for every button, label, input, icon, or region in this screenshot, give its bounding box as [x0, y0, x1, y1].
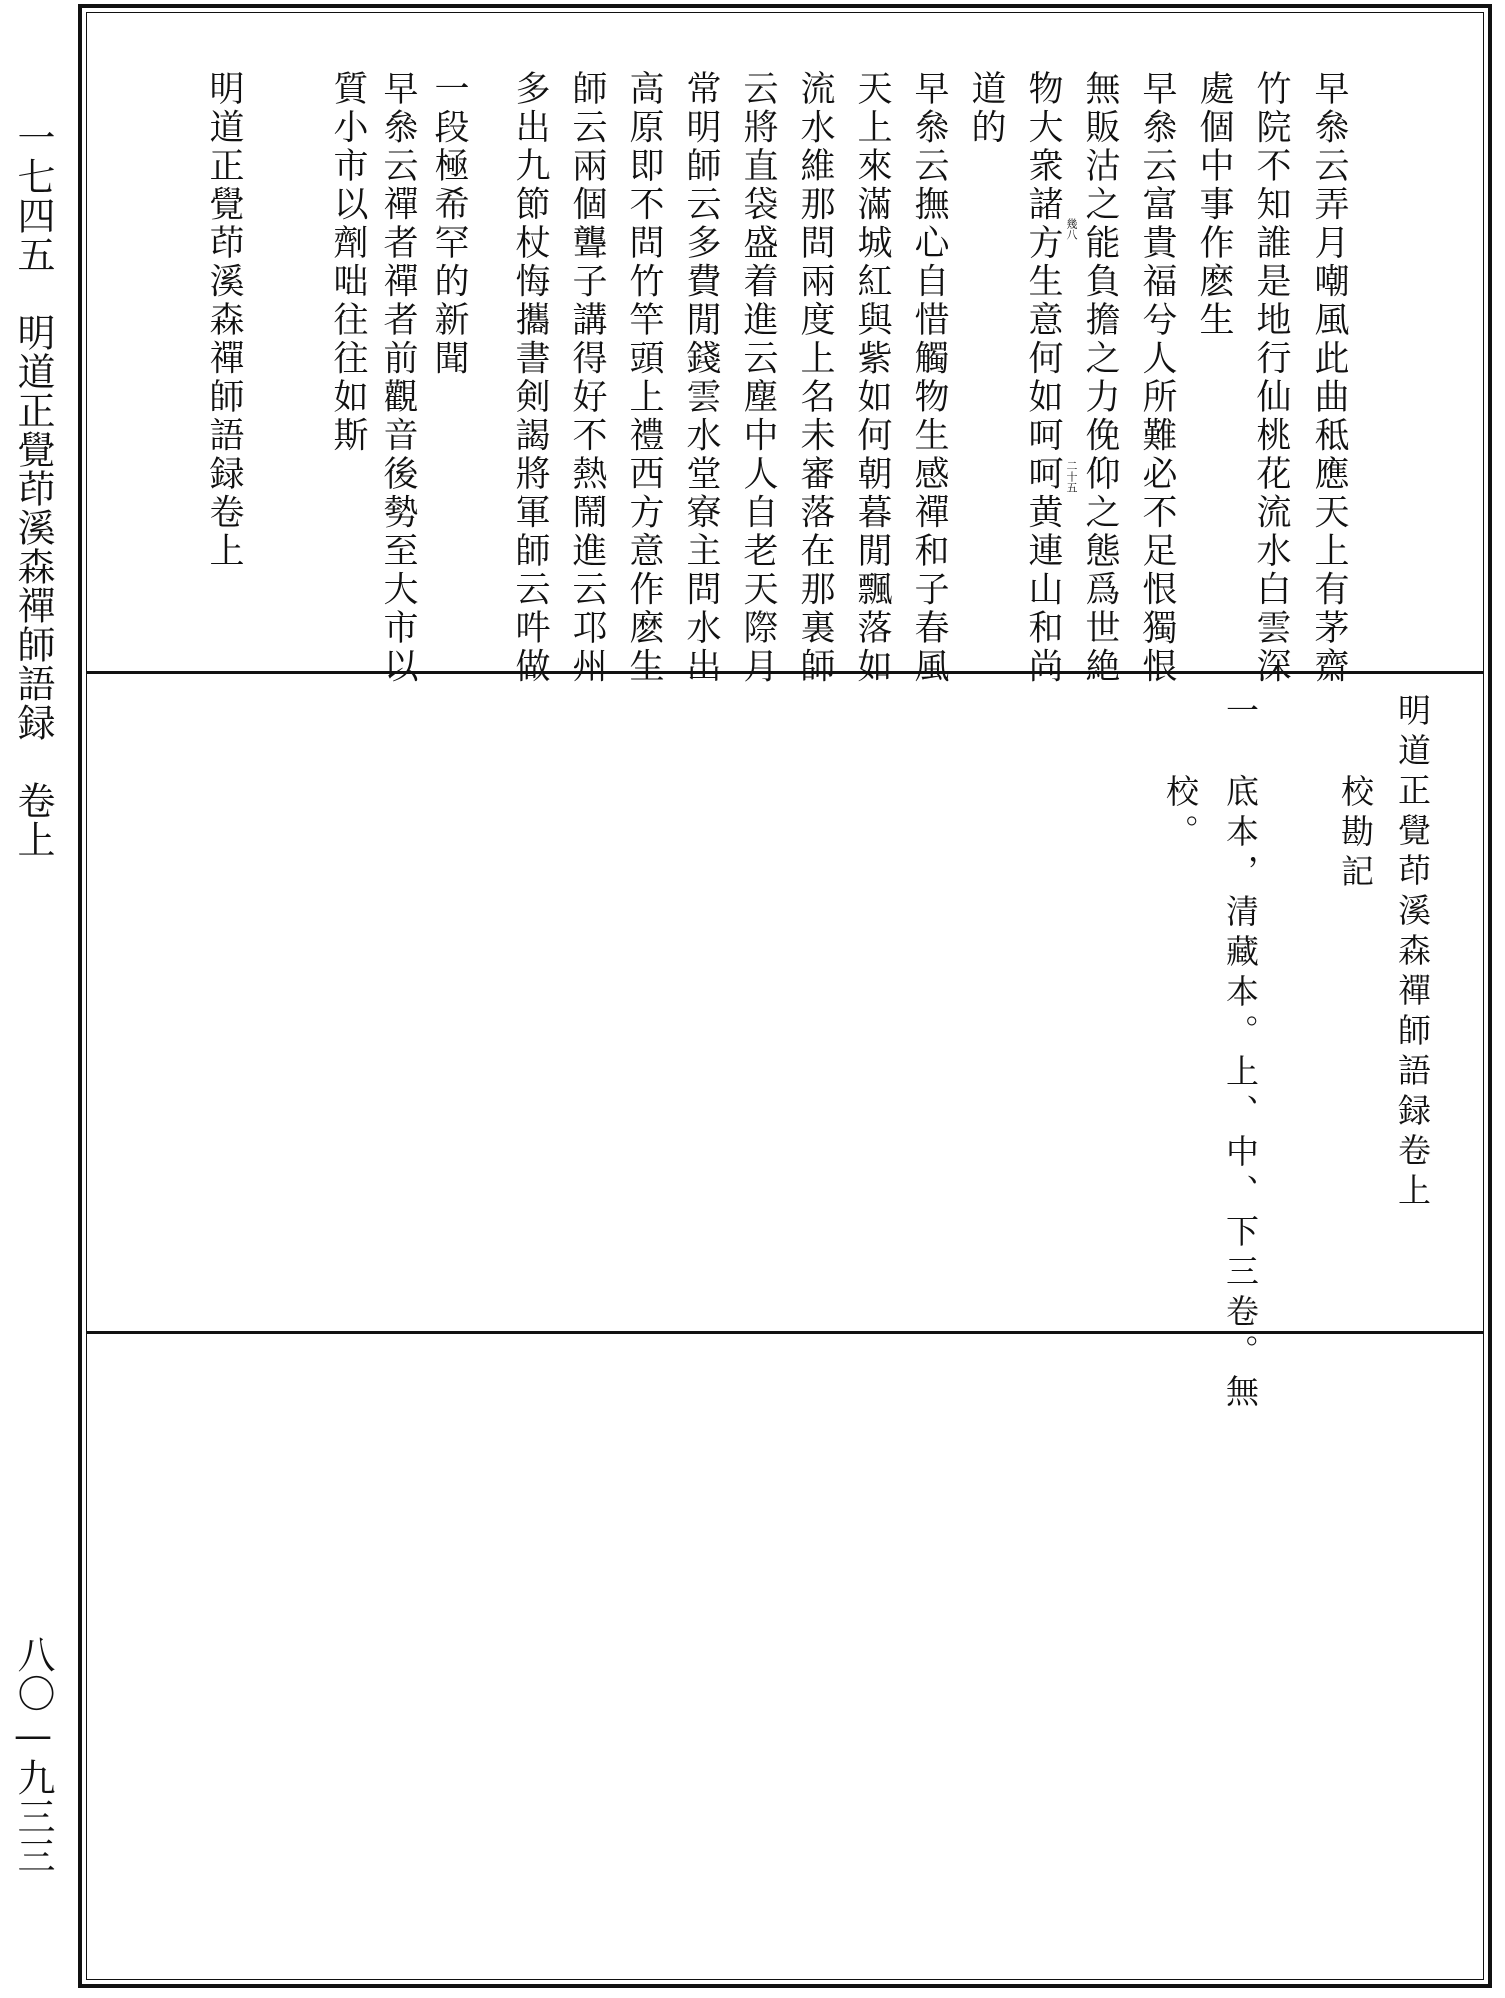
- upper-column: 早叅云撫心自惜觸物生感禪和子春風: [909, 70, 949, 686]
- upper-column: 處個中事作麽生: [1194, 70, 1234, 340]
- upper-column: 明道正覺茚溪森禪師語録卷上: [204, 70, 244, 571]
- upper-column: 早叅云富貴福兮人所難必不足恨獨恨: [1137, 70, 1177, 686]
- upper-column: 一段極希罕的新聞: [429, 70, 469, 378]
- margin-page-number: 八〇—九三三: [11, 1635, 55, 1875]
- inline-note: 幾八: [1065, 218, 1078, 240]
- upper-column: 物大衆諸方生意何如呵呵黄連山和尚: [1023, 70, 1063, 686]
- upper-column: 早叅云弄月嘲風此曲秪應天上有茅齋: [1309, 70, 1349, 686]
- upper-column: 師云兩個聾子講得好不熱鬧進云邛州: [567, 70, 607, 686]
- upper-column: 質小市以劑咄往往如斯: [328, 70, 368, 455]
- upper-column: 流水維那問兩度上名未審落在那裏師: [795, 70, 835, 686]
- upper-column: 天上來滿城紅與紫如何朝暮閒飄落如: [852, 70, 892, 686]
- upper-column: 道的: [966, 70, 1006, 147]
- upper-column: 常明師云多費閒錢雲水堂寮主問水出: [681, 70, 721, 686]
- collation-book-title: 明道正覺茚溪森禪師語録卷上: [1393, 693, 1432, 1213]
- collation-entry-text: 底本，清藏本。上、中、下三卷。無: [1221, 774, 1260, 1414]
- upper-column: 高原即不問竹竿頭上禮西方意作麽生: [624, 70, 664, 686]
- upper-column: 云將直袋盛着進云塵中人自老天際月: [738, 70, 778, 686]
- margin-title: 一七四五 明道正覺茚溪森禪師語録 卷上: [11, 118, 55, 859]
- collation-entry-text-continued: 校。: [1161, 774, 1200, 854]
- upper-column: 竹院不知誰是地行仙桃花流水白雲深: [1251, 70, 1291, 686]
- upper-column: 早叅云禪者禪者前觀音後勢至大市以: [378, 70, 418, 686]
- upper-column: 無販沽之能負擔之力俛仰之態爲世絶: [1080, 70, 1120, 686]
- lower-panel-divider: [87, 1331, 1483, 1334]
- collation-entry-marker: 一: [1221, 693, 1260, 733]
- upper-column: 多出九節杖悔攜書剣謁將軍師云吽做: [510, 70, 550, 686]
- inline-note: 二十五: [1065, 460, 1078, 493]
- collation-heading: 校勘記: [1336, 774, 1375, 894]
